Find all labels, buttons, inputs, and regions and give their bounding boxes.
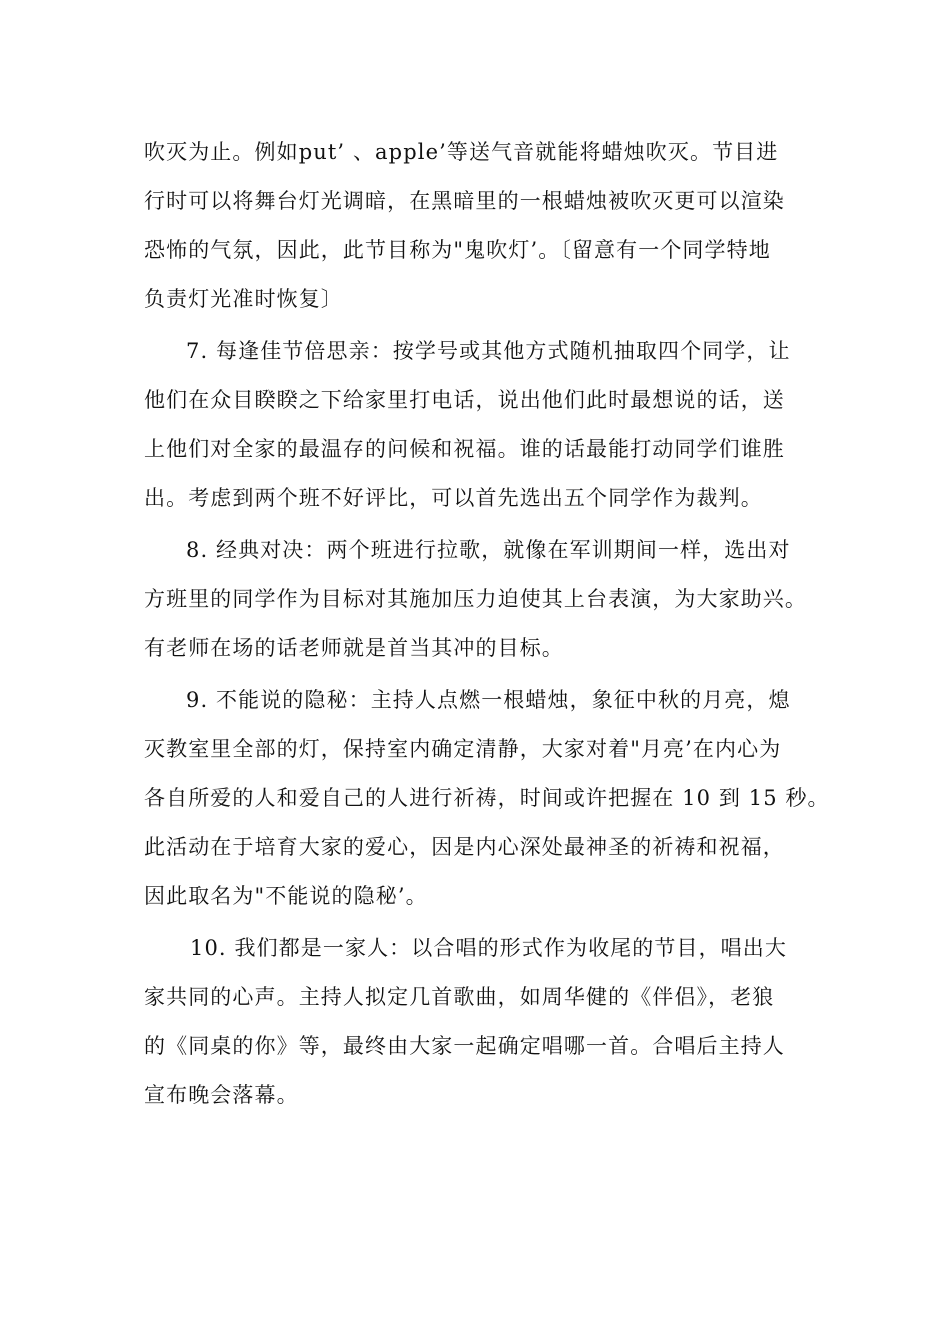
text-line: 行时可以将舞台灯光调暗，在黑暗里的一根蜡烛被吹灭更可以渲染 (144, 189, 785, 213)
text-line: 出。考虑到两个班不好评比，可以首先选出五个同学作为裁判。 (144, 486, 763, 510)
paragraph-9-first-line: 9. 不能说的隐秘：主持人点燃一根蜡烛，象征中秋的月亮，熄 (186, 688, 791, 712)
text-line: 他们在众目睽睽之下给家里打电话，说出他们此时最想说的话，送 (144, 388, 785, 412)
paragraph-8-first-line: 8. 经典对决：两个班进行拉歌，就像在军训期间一样，选出对 (186, 538, 791, 562)
text-line: 吹灭为止。例如put’ 、apple’等送气音就能将蜡烛吹灭。节目进 (144, 140, 779, 164)
text-line: 宣布晚会落幕。 (144, 1083, 299, 1107)
text-line: 恐怖的气氛，因此，此节目称为"鬼吹灯’。〔留意有一个同学特地 (144, 238, 771, 262)
text-line: 家共同的心声。主持人拟定几首歌曲，如周华健的《伴侣》，老狼 (144, 985, 775, 1009)
text-line: 方班里的同学作为目标对其施加压力迫使其上台表演，为大家助兴。 (144, 587, 807, 611)
text-line: 灭教室里全部的灯，保持室内确定清静，大家对着"月亮’在内心为 (144, 737, 782, 761)
text-line: 负责灯光准时恢复〕 (144, 287, 343, 311)
paragraph-10-first-line: 10. 我们都是一家人：以合唱的形式作为收尾的节目，唱出大 (190, 936, 787, 960)
text-line: 因此取名为"不能说的隐秘’。 (144, 884, 428, 908)
text-line: 上他们对全家的最温存的问候和祝福。谁的话最能打动同学们谁胜 (144, 437, 785, 461)
text-line: 此活动在于培育大家的爱心，因是内心深处最神圣的祈祷和祝福， (144, 835, 785, 859)
text-line: 有老师在场的话老师就是首当其冲的目标。 (144, 636, 564, 660)
text-line: 的《同桌的你》等，最终由大家一起确定唱哪一首。合唱后主持人 (144, 1034, 785, 1058)
paragraph-7-first-line: 7. 每逢佳节倍思亲：按学号或其他方式随机抽取四个同学，让 (186, 339, 791, 363)
text-line: 各自所爱的人和爱自己的人进行祈祷，时间或许把握在 10 到 15 秒。 (144, 786, 830, 810)
